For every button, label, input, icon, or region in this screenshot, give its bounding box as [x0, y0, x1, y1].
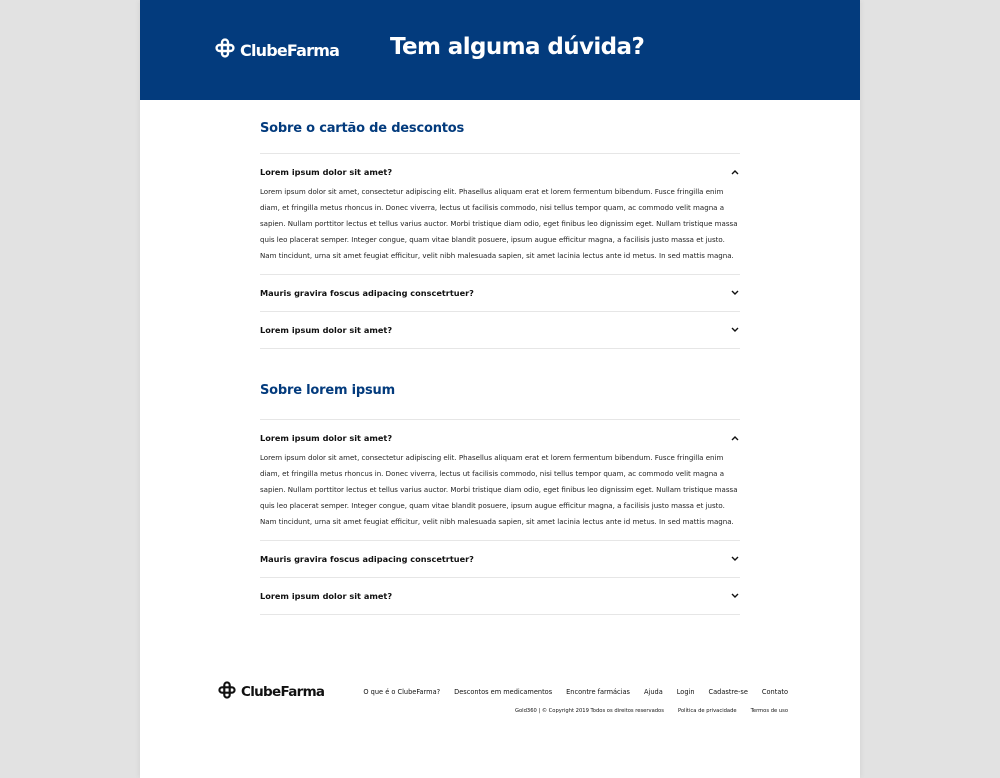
section-title: Sobre lorem ipsum — [260, 383, 395, 398]
accordion-item — [260, 578, 740, 615]
footer-link-contact[interactable]: Contato — [761, 688, 788, 696]
page — [140, 0, 860, 778]
footer-link-about[interactable]: O que é o ClubeFarma? — [363, 688, 441, 696]
accordion-header[interactable] — [260, 578, 740, 614]
clubefarma-logo-icon — [215, 38, 235, 62]
accordion-question: Lorem ipsum dolor sit amet? — [260, 433, 393, 443]
footer-link-pharmacies[interactable]: Encontre farmácias — [566, 688, 630, 696]
chevron-down-icon[interactable] — [730, 288, 740, 298]
accordion-header[interactable] — [260, 541, 740, 577]
accordion-question: Mauris gravira foscus adipacing conscetrtuer? — [260, 288, 474, 298]
terms-link[interactable]: Termos de uso — [750, 708, 788, 714]
footer-legal — [515, 708, 788, 714]
accordion-question: Lorem ipsum dolor sit amet? — [260, 591, 393, 601]
accordion-list — [260, 419, 740, 615]
accordion-item — [260, 312, 740, 349]
footer-link-help[interactable]: Ajuda — [643, 688, 663, 696]
accordion-item — [260, 275, 740, 312]
footer-link-login[interactable]: Login — [676, 688, 695, 696]
accordion-question: Mauris gravira foscus adipacing conscetrtuer? — [260, 554, 474, 564]
faq-content — [260, 100, 740, 615]
footer-link-discounts[interactable]: Descontos em medicamentos — [454, 688, 553, 696]
footer-logo[interactable] — [218, 681, 324, 703]
accordion-question: Lorem ipsum dolor sit amet? — [260, 325, 393, 335]
accordion-header[interactable] — [260, 275, 740, 311]
footer-nav — [349, 688, 788, 696]
copyright-text: Gold360 | © Copyright 2019 Todos os direitos reservados — [514, 708, 664, 714]
footer-link-signup[interactable]: Cadastre-se — [708, 688, 748, 696]
accordion-list — [260, 153, 740, 349]
accordion-header[interactable] — [260, 312, 740, 348]
privacy-link[interactable]: Política de privacidade — [677, 708, 737, 714]
footer — [140, 680, 860, 720]
header-logo[interactable] — [215, 38, 339, 62]
faq-section-cartao — [260, 100, 740, 349]
accordion-item — [260, 541, 740, 578]
header-brand-text: ClubeFarma — [240, 40, 340, 60]
chevron-up-icon[interactable] — [730, 167, 740, 177]
footer-brand-text: ClubeFarma — [241, 684, 325, 700]
faq-section-lorem — [260, 383, 740, 615]
chevron-down-icon[interactable] — [730, 591, 740, 601]
chevron-up-icon[interactable] — [730, 433, 740, 443]
page-title: Tem alguma dúvida? — [390, 34, 645, 60]
section-title: Sobre o cartão de descontos — [260, 121, 465, 136]
accordion-answer: Lorem ipsum dolor sit amet, consectetur adipiscing elit. Phasellus aliquam erat et lorem fermentum bibendum. Fusce fringilla enim diam, et fringilla metus rhoncus in. Donec viverra, lectus ut facilisis commodo, nisi tellus tempor quam, ac commodo velit magna a sapien. Nullam porttitor lectus et tellus varius auctor. Morbi tristique diam odio, eget finibus leo dignissim eget. Nullam tristique massa quis leo placerat semper. Integer congue, quam vitae blandit posuere, ipsum augue efficitur magna, a facilisis justo massa et justo. Nam tincidunt, urna sit amet feugiat efficitur, velit nibh malesuada sapien, sit amet lacinia lectus ante id metus. In sed mattis magna. — [260, 453, 738, 526]
chevron-down-icon[interactable] — [730, 325, 740, 335]
accordion-item — [260, 420, 740, 541]
header-banner — [140, 0, 860, 100]
accordion-item — [260, 154, 740, 275]
accordion-answer: Lorem ipsum dolor sit amet, consectetur adipiscing elit. Phasellus aliquam erat et lorem fermentum bibendum. Fusce fringilla enim diam, et fringilla metus rhoncus in. Donec viverra, lectus ut facilisis commodo, nisi tellus tempor quam, ac commodo velit magna a sapien. Nullam porttitor lectus et tellus varius auctor. Morbi tristique diam odio, eget finibus leo dignissim eget. Nullam tristique massa quis leo placerat semper. Integer congue, quam vitae blandit posuere, ipsum augue efficitur magna, a facilisis justo massa et justo. Nam tincidunt, urna sit amet feugiat efficitur, velit nibh malesuada sapien, sit amet lacinia lectus ante id metus. In sed mattis magna. — [260, 187, 738, 260]
accordion-question: Lorem ipsum dolor sit amet? — [260, 167, 393, 177]
clubefarma-logo-icon — [218, 681, 236, 703]
chevron-down-icon[interactable] — [730, 554, 740, 564]
